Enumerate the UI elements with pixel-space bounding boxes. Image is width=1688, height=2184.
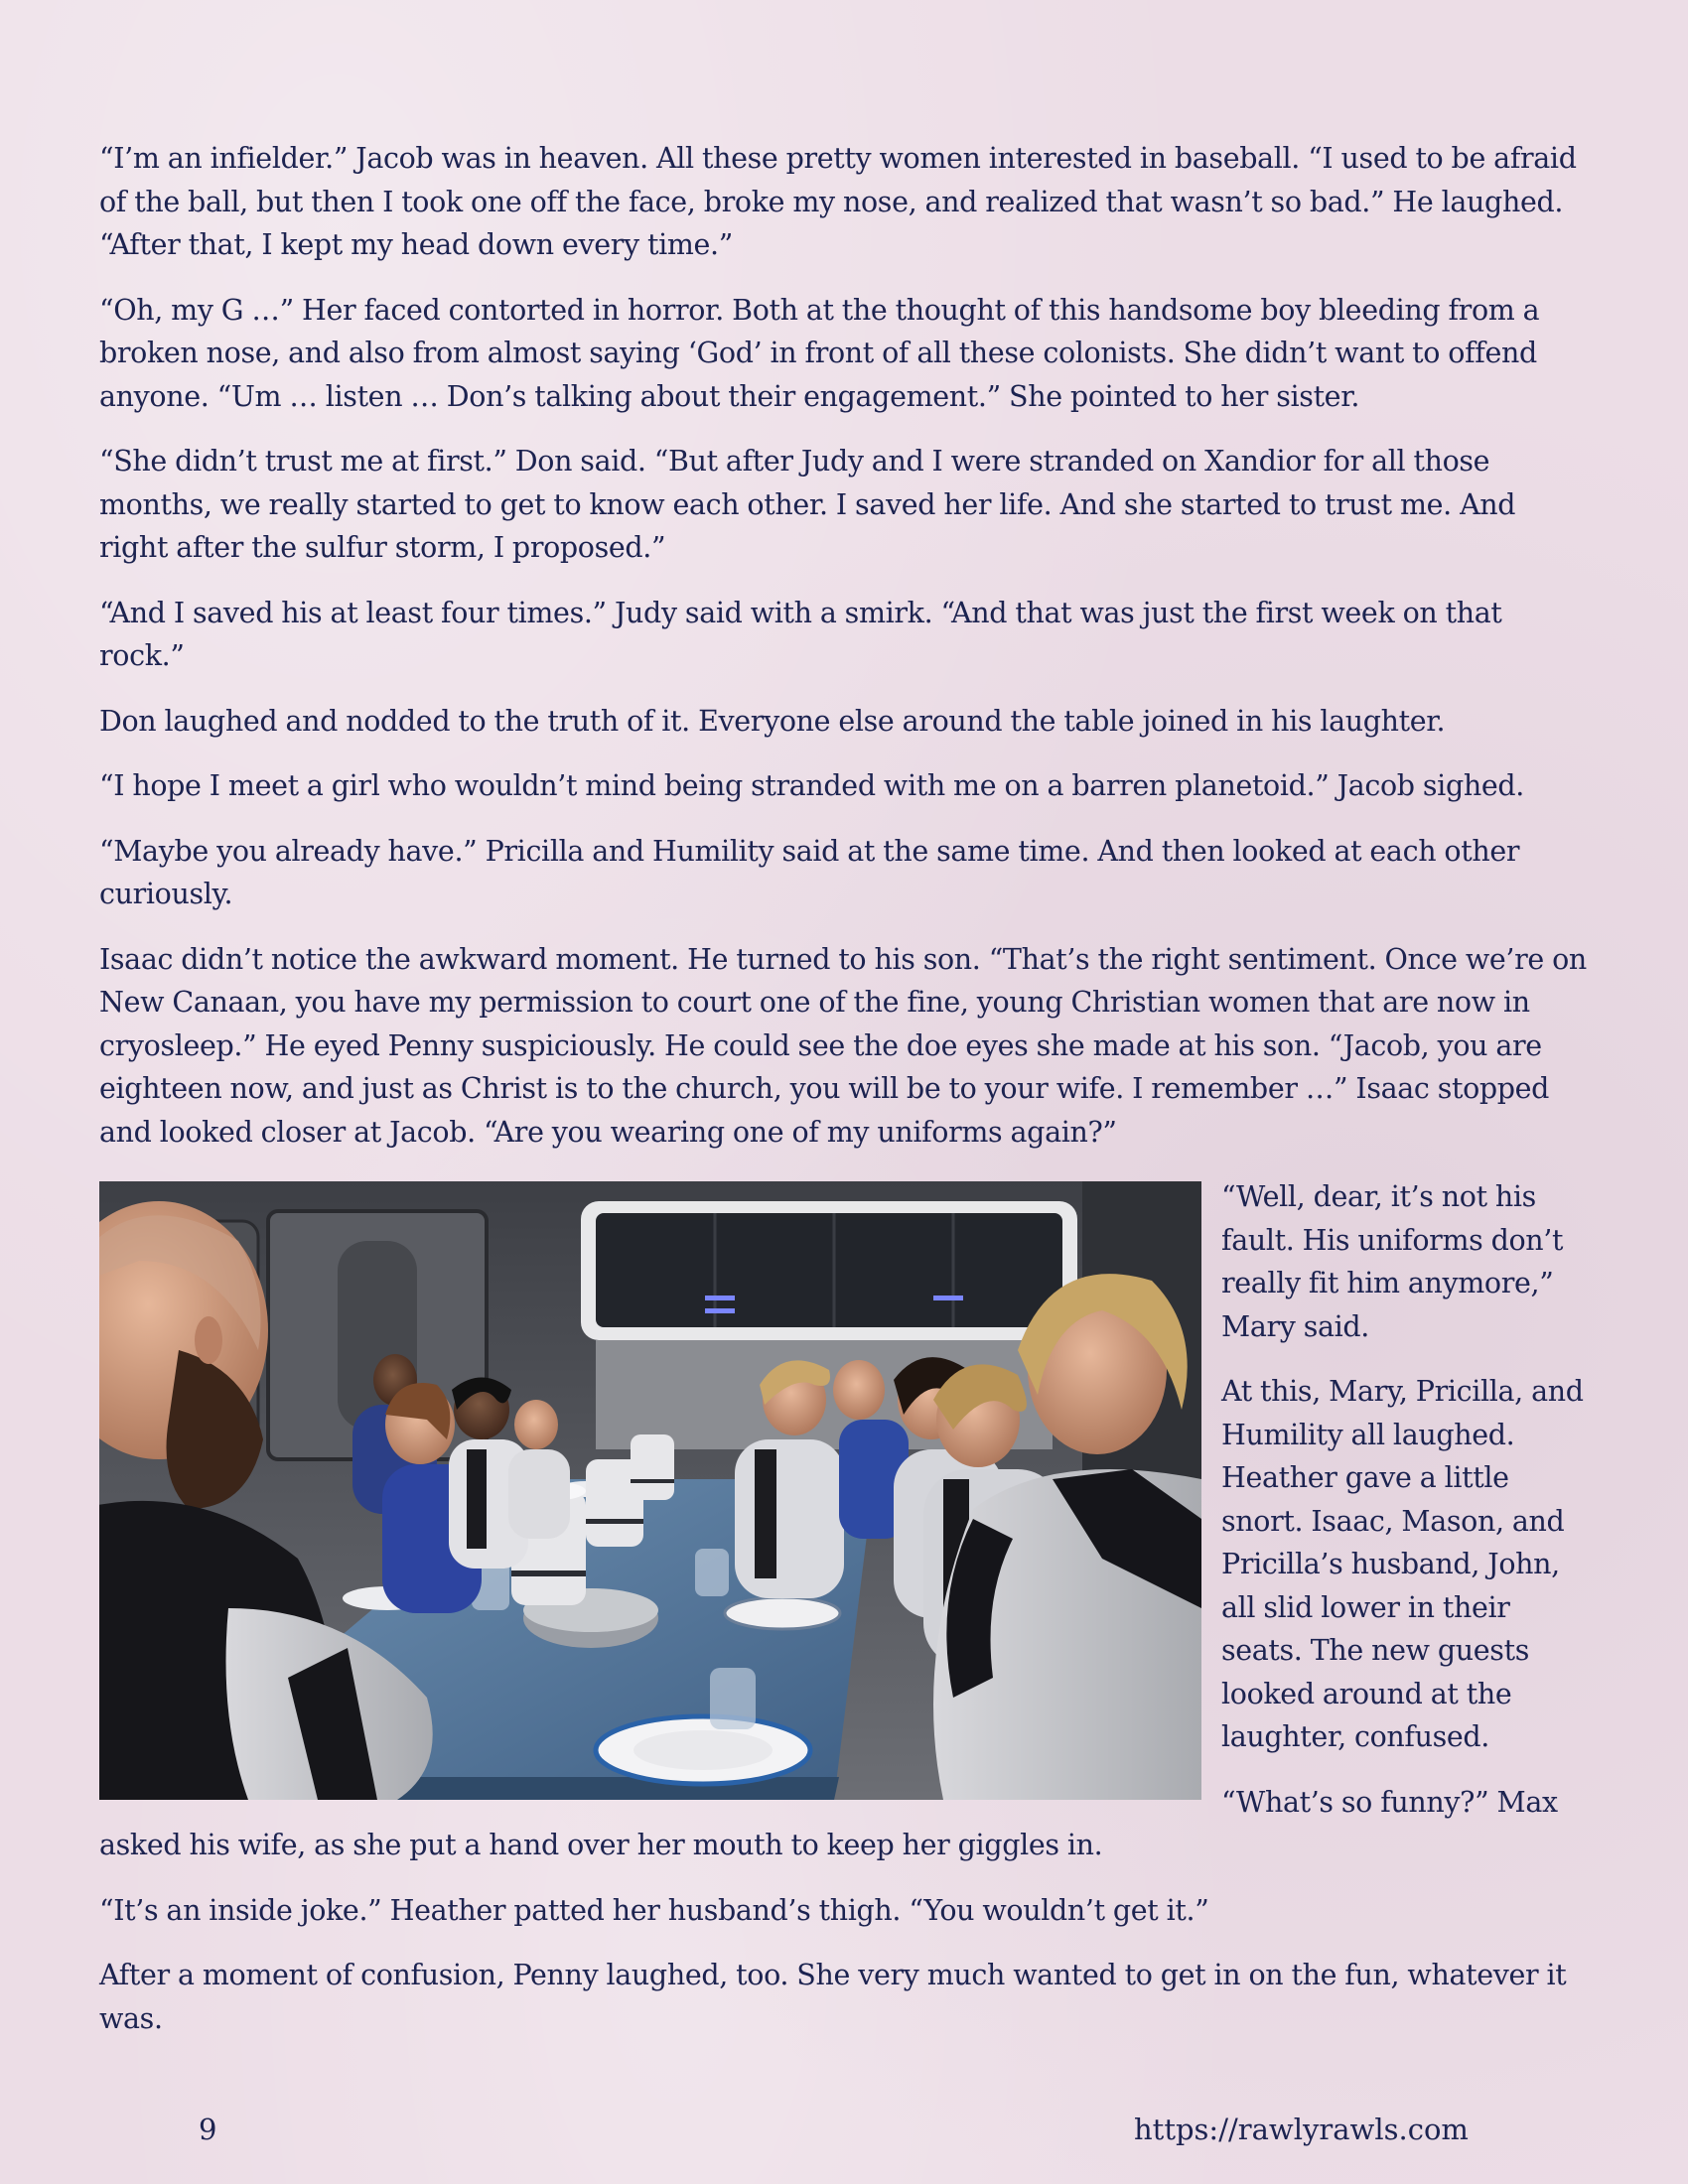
paragraph-10: At this, Mary, Pricilla, and Humility all laughed. Heather gave a little snort. Isaac, Mason, and Pricilla’s husband, John, all slid lower in their seats. The new guests looked around at the laughter, confused. (1221, 1375, 1584, 1753)
paragraph-6: “I hope I meet a girl who wouldn’t mind being stranded with me on a barren planetoid.” Jacob sighed. (99, 769, 1524, 802)
paragraph-5: Don laughed and nodded to the truth of it. Everyone else around the table joined in his laughter. (99, 704, 1446, 738)
paragraph-13: After a moment of confusion, Penny laughed, too. She very much wanted to get in on the fun, whatever it was. (99, 1959, 1567, 2035)
paragraph-1: “I’m an infielder.” Jacob was in heaven. All these pretty women interested in baseball. “I used to be afraid of the ball, but then I took one off the face, broke my nose, and realized that wasn’t so bad.” He laughed. “After that, I kept my head down every time.” (99, 142, 1577, 261)
website-link[interactable]: https://rawlyrawls.com (1134, 2113, 1469, 2146)
page-body (99, 137, 1589, 2062)
paragraph-8: Isaac didn’t notice the awkward moment. He turned to his son. “That’s the right sentiment. Once we’re on New Canaan, you have my permission to court one of the fine, young Christian women that are now in cryosleep.” He eyed Penny suspiciously. He could see the doe eyes she made at his son. “Jacob, you are eighteen now, and just as Christ is to the church, you will be to your wife. I remember …” Isaac stopped and looked closer at Jacob. “Are you wearing one of my uniforms again?” (99, 942, 1587, 1149)
paragraph-2: “Oh, my G …” Her faced contorted in horror. Both at the thought of this handsome boy bleeding from a broken nose, and also from almost saying ‘God’ in front of all these colonists. She didn’t want to offend anyone. “Um … listen … Don’s talking about their engagement.” She pointed to her sister. (99, 293, 1540, 413)
paragraph-4: “And I saved his at least four times.” Judy said with a smirk. “And that was just the first week on that rock.” (99, 596, 1502, 672)
dinner-scene-illustration (99, 1181, 1201, 1800)
paragraph-9: “Well, dear, it’s not his fault. His uniforms don’t really fit him anymore,” Mary said. (1221, 1180, 1564, 1343)
page-number: 9 (199, 2113, 217, 2146)
paragraph-3: “She didn’t trust me at first.” Don said. “But after Judy and I were stranded on Xandior for all those months, we really started to get to know each other. I saved her life. And she started to trust me. And right after the sulfur storm, I proposed.” (99, 445, 1516, 564)
paragraph-7: “Maybe you already have.” Pricilla and Humility said at the same time. And then looked at each other curiously. (99, 834, 1520, 910)
dinner-scene-image (99, 1181, 1201, 1800)
paragraph-12: “It’s an inside joke.” Heather patted her husband’s thigh. “You wouldn’t get it.” (99, 1893, 1209, 1927)
paragraph-11: “What’s so funny?” Max asked his wife, as she put a hand over her mouth to keep her giggles in. (99, 1785, 1558, 1861)
